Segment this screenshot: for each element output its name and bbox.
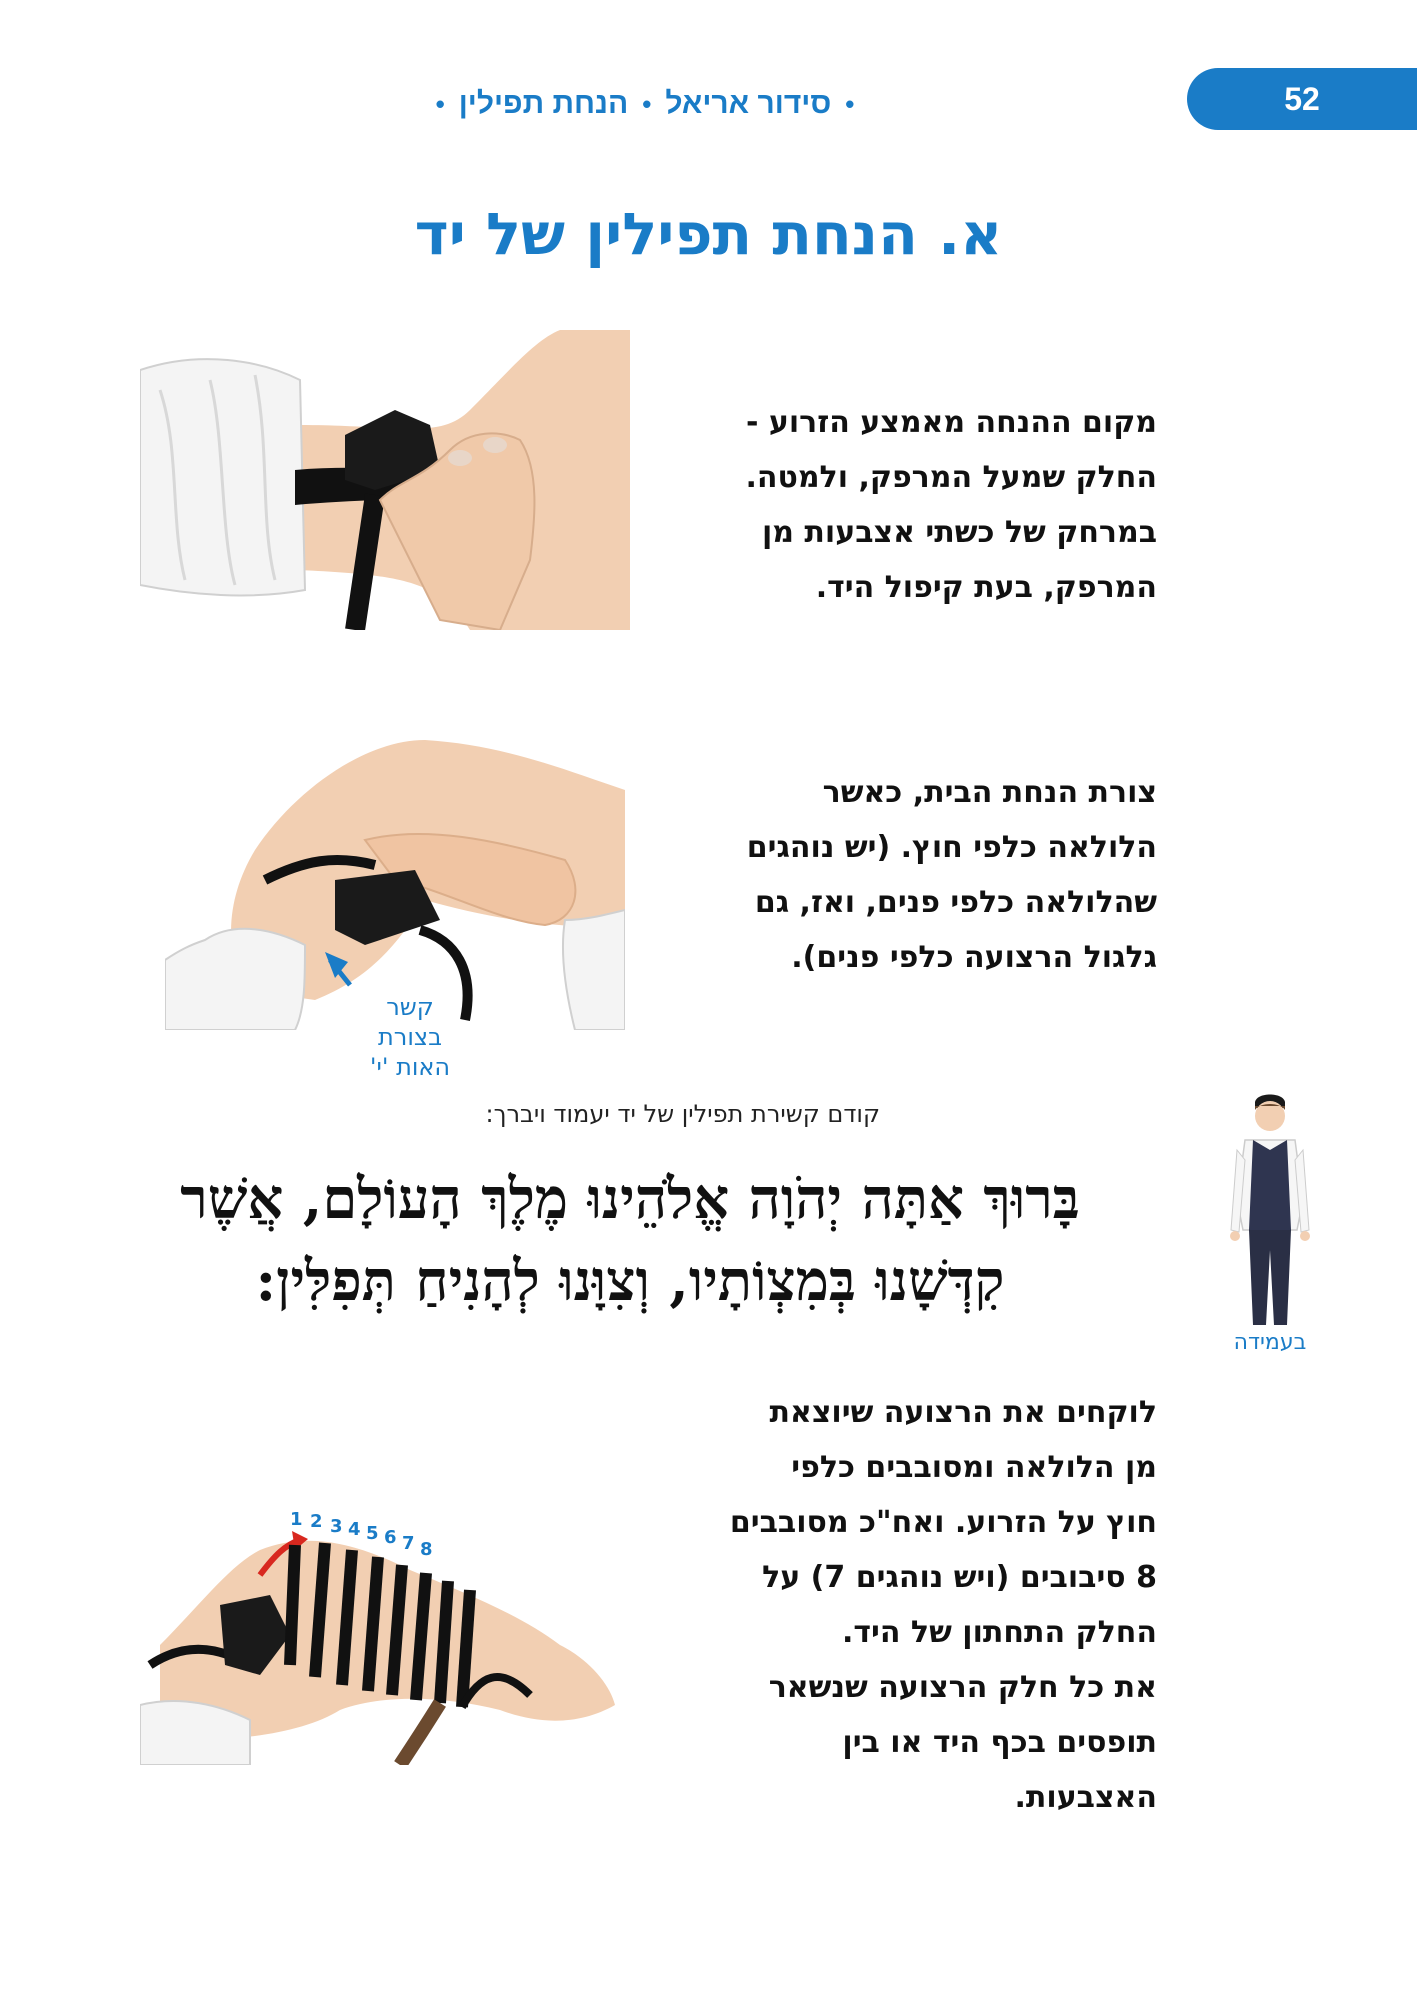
wrap-number: 7 <box>402 1533 415 1554</box>
section-name: הנחת תפילין <box>458 87 629 120</box>
paragraph-line: המרפק, בעת קיפול היד. <box>815 570 1157 605</box>
paragraph-line: תופסים בכף היד או בין <box>842 1725 1157 1760</box>
paragraph-line: הלולאה כלפי חוץ. (יש נוהגים <box>746 830 1157 865</box>
paragraph-line: החלק שמעל המרפק, ולמטה. <box>745 460 1157 495</box>
arm-placement-illustration <box>140 330 630 630</box>
blessing-line: בָּרוּךְ אַתָּה יְהֹוָה אֱלֹהֵינוּ מֶלֶךְ הָעוֹלָם, אֲשֶׁר <box>180 1166 1080 1232</box>
bayit-orientation-illustration <box>165 730 625 1030</box>
standing-boy-icon <box>1225 1090 1315 1330</box>
blessing-text <box>140 1158 1120 1322</box>
book-title: סידור אריאל <box>665 87 832 120</box>
wrapping-paragraph <box>597 1385 1157 1825</box>
caption-line: האות 'י' <box>369 1053 451 1081</box>
bullet-icon: • <box>642 88 652 119</box>
wrap-number: 5 <box>366 1523 379 1544</box>
caption-line: קשר <box>386 993 434 1021</box>
paragraph-line: את כל חלק הרצועה שנשאר <box>768 1670 1157 1705</box>
placement-paragraph <box>597 395 1157 615</box>
paragraph-line: גלגול הרצועה כלפי פנים). <box>791 940 1157 975</box>
wrap-number: 2 <box>310 1511 323 1532</box>
wrap-number: 6 <box>384 1527 397 1548</box>
paragraph-line: האצבעות. <box>1014 1780 1157 1815</box>
wrap-number: 3 <box>330 1516 343 1537</box>
paragraph-line: לוקחים את הרצועה שיוצאת <box>769 1395 1157 1430</box>
paragraph-line: החלק התחתון של היד. <box>842 1615 1157 1650</box>
paragraph-line: מקום ההנחה מאמצע הזרוע - <box>745 405 1157 440</box>
knot-caption <box>350 992 470 1082</box>
standing-caption: בעמידה <box>1233 1330 1307 1355</box>
blessing-line: קִדְּשָׁנוּ בְּמִצְוֹתָיו, וְצִוָּנוּ לְהָנִיחַ תְּפִלִּין: <box>255 1248 1005 1314</box>
page-number-badge: 52 <box>1187 68 1417 130</box>
wrapping-illustration <box>140 1495 620 1765</box>
paragraph-line: 8 סיבובים (ויש נוהגים 7) על <box>762 1560 1157 1595</box>
paragraph-line: צורת הנחת הבית, כאשר <box>822 775 1157 810</box>
wrap-number: 4 <box>348 1519 361 1540</box>
paragraph-line: חוץ על הזרוע. ואח"כ מסובבים <box>729 1505 1157 1540</box>
paragraph-line: מן הלולאה ומסובבים כלפי <box>791 1450 1157 1485</box>
orientation-paragraph <box>597 765 1157 985</box>
wrap-number: 8 <box>420 1539 433 1560</box>
running-header <box>420 84 870 124</box>
bullet-icon: • <box>845 88 855 119</box>
wrap-number: 1 <box>290 1509 303 1530</box>
pre-blessing-instruction: קודם קשירת תפילין של יד יעמוד ויברך: <box>485 1100 880 1128</box>
paragraph-line: שהלולאה כלפי פנים, ואז, גם <box>754 885 1157 920</box>
bullet-icon: • <box>435 88 445 119</box>
page-title: א. הנחת תפילין של יד <box>414 200 1003 268</box>
paragraph-line: במרחק של כשתי אצבעות מן <box>761 515 1157 550</box>
caption-line: בצורת <box>378 1023 442 1051</box>
